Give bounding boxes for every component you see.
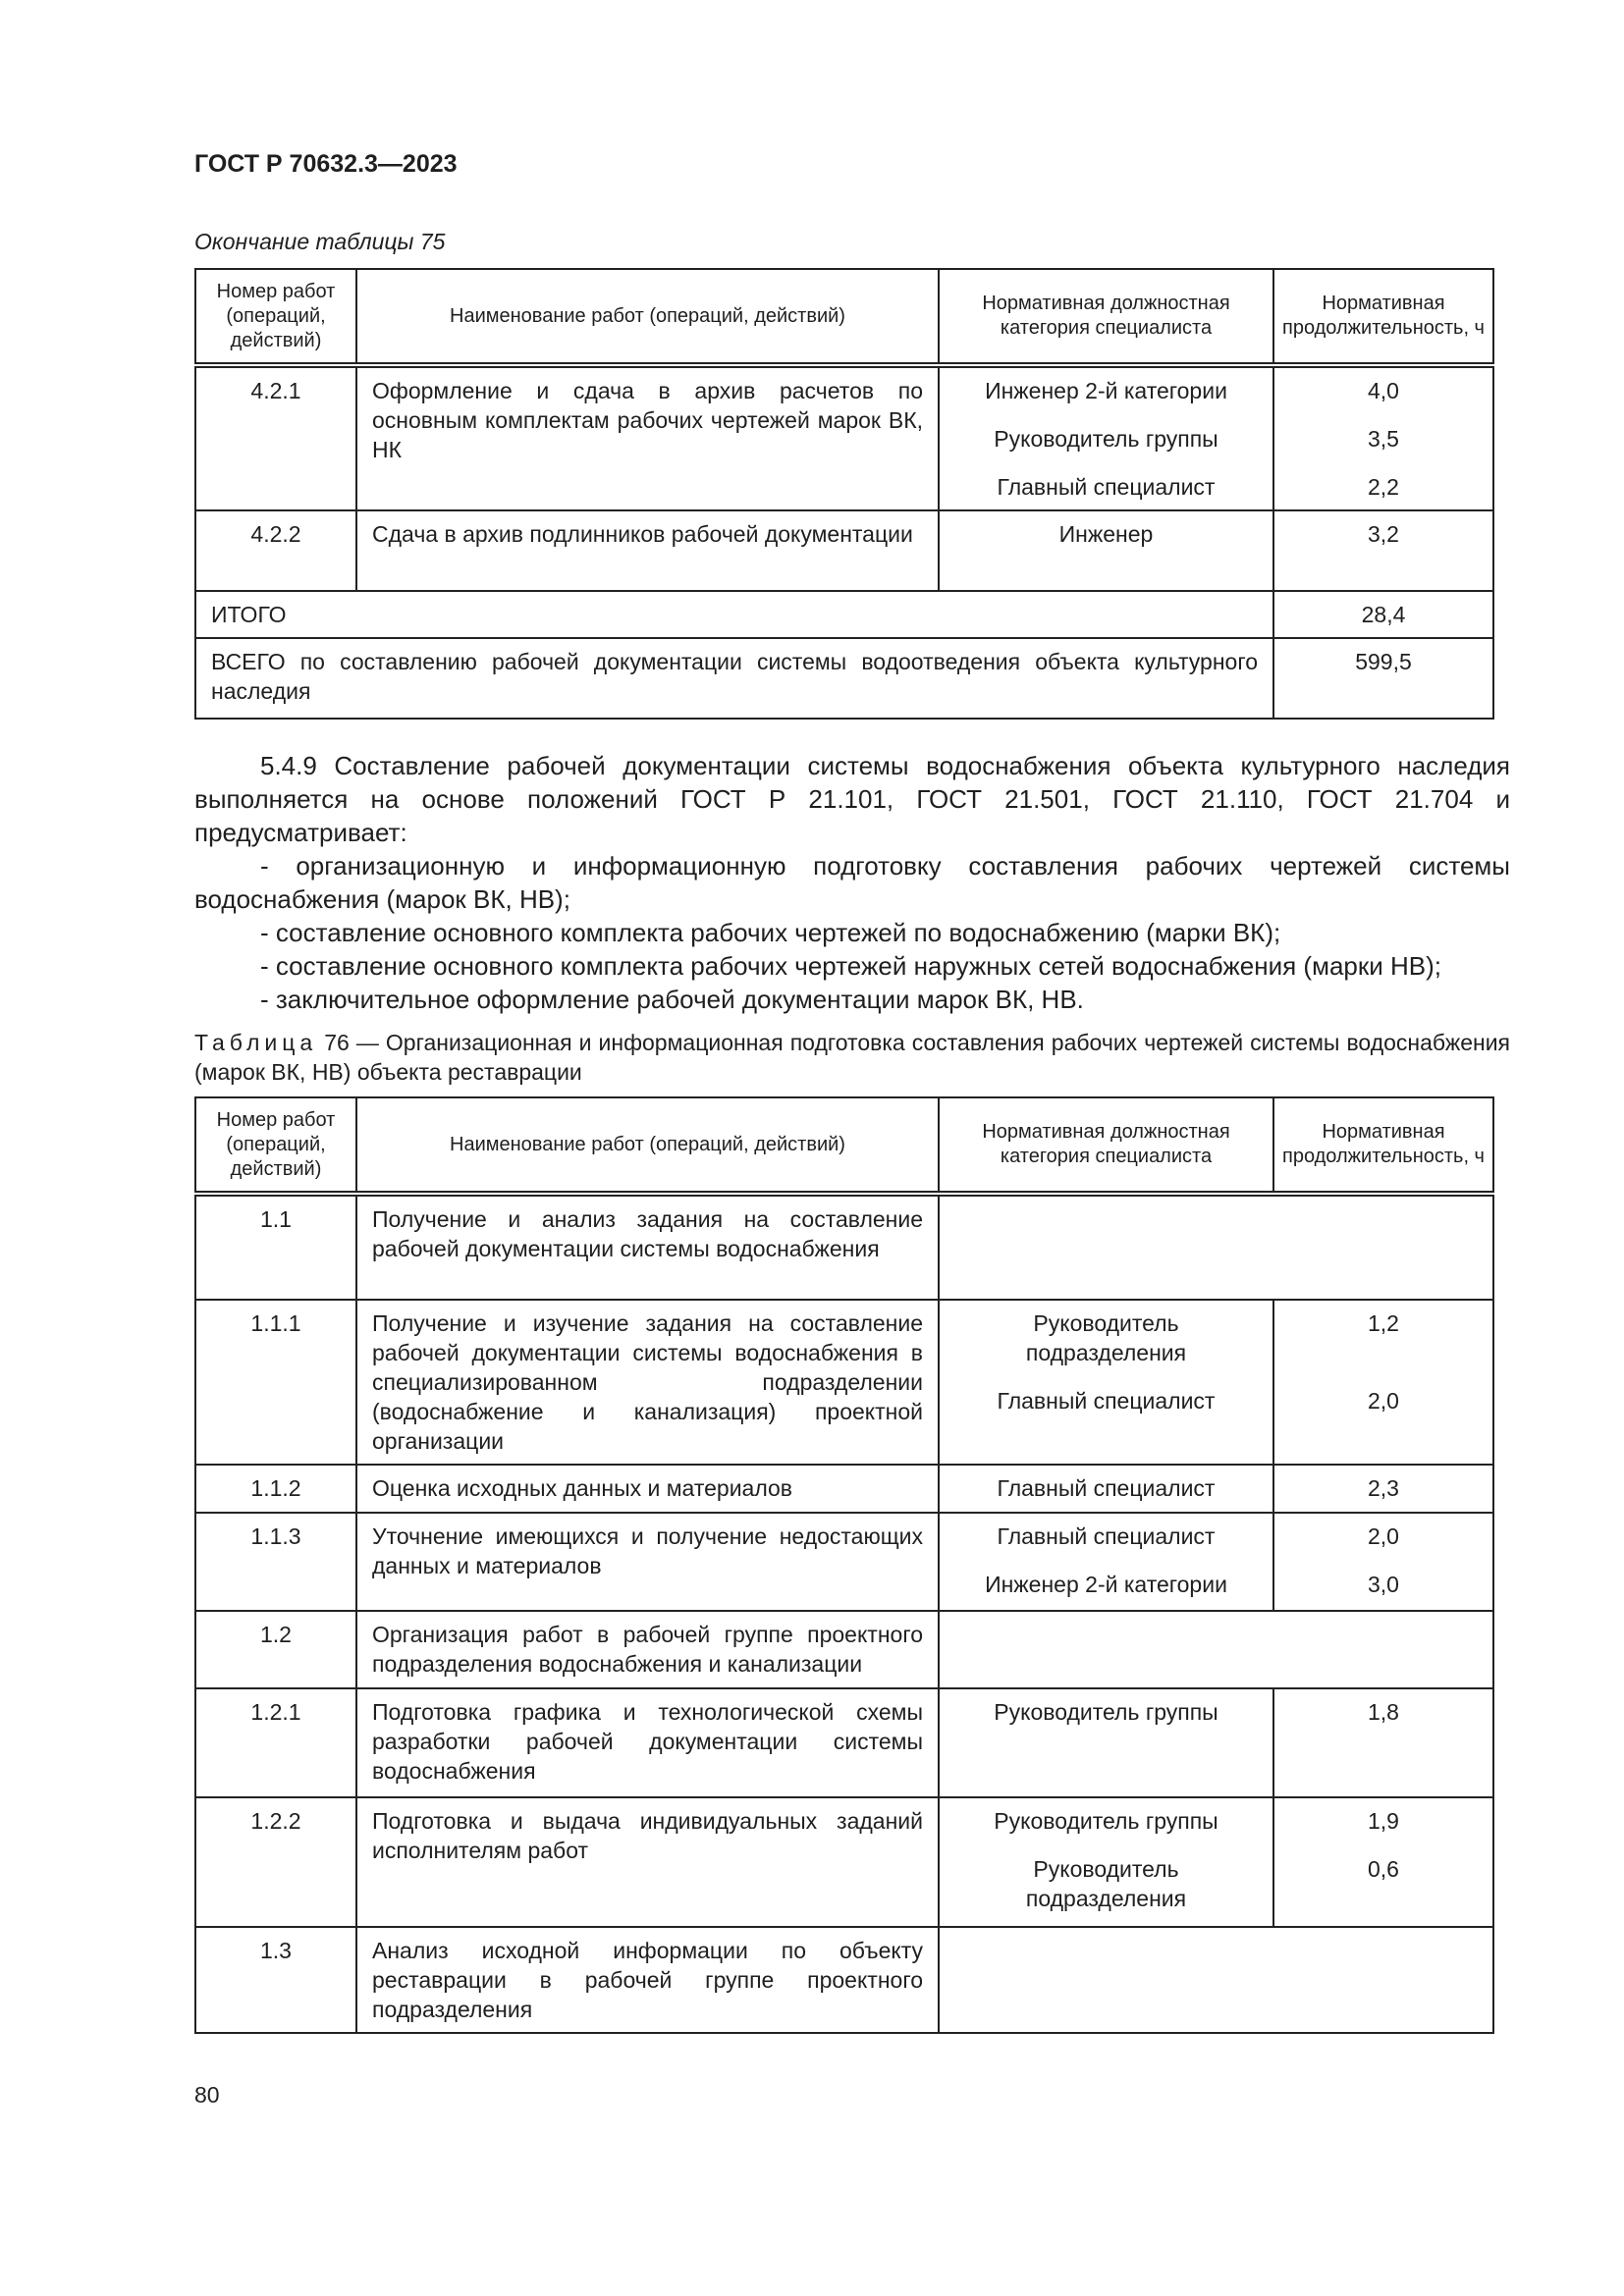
category-item: Руководитель подразделения [1025, 1856, 1187, 1911]
row-num: 1.1 [195, 1194, 356, 1300]
grand-total-label: ВСЕГО по составлению рабочей документации системы водоотведения объекта культурного наследия [195, 638, 1273, 719]
row-num: 4.2.1 [195, 365, 356, 510]
row-duration [1273, 1465, 1493, 1513]
row-category [939, 510, 1273, 591]
list-item: - организационную и информационную подготовку составления рабочих чертежей системы водоснабжения (марок ВК, НВ); [194, 851, 1510, 914]
row-num: 4.2.2 [195, 510, 356, 591]
table-row [195, 1513, 1493, 1611]
category-item: Главный специалист [997, 1523, 1216, 1549]
category-item: Инженер [1058, 521, 1154, 547]
category-item: Главный специалист [997, 474, 1216, 500]
header-num: Номер работ (операций, действий) [195, 269, 356, 365]
row-duration [1273, 1797, 1493, 1927]
section-paragraph [194, 749, 1510, 1016]
row-duration [1273, 1688, 1493, 1797]
table-row [195, 1465, 1493, 1513]
header-num: Номер работ (операций, действий) [195, 1097, 356, 1194]
row-name: Сдача в архив подлинников рабочей документации [356, 510, 939, 591]
total-row [195, 591, 1493, 638]
list-item: - составление основного комплекта рабочих чертежей наружных сетей водоснабжения (марки НВ); [260, 951, 1442, 981]
table-row [195, 1797, 1493, 1927]
category-item: Главный специалист [997, 1388, 1216, 1414]
table-75-end [194, 268, 1494, 720]
table-76-title [194, 1028, 1510, 1087]
category-item: Руководитель группы [994, 426, 1218, 452]
row-merged-empty [939, 1194, 1493, 1300]
row-num: 1.2.1 [195, 1688, 356, 1797]
row-category [939, 1688, 1273, 1797]
row-category [939, 1797, 1273, 1927]
duration-item: 0,6 [1368, 1856, 1399, 1882]
row-category [939, 1300, 1273, 1465]
row-merged-empty [939, 1927, 1493, 2033]
duration-item: 2,2 [1368, 474, 1399, 500]
row-name: Анализ исходной информации по объекту реставрации в рабочей группе проектного подразделения [356, 1927, 939, 2033]
duration-item: 3,5 [1368, 426, 1399, 452]
category-item: Инженер 2-й категории [985, 1572, 1227, 1597]
row-duration [1273, 510, 1493, 591]
header-name: Наименование работ (операций, действий) [356, 269, 939, 365]
grand-total-value: 599,5 [1273, 638, 1493, 719]
duration-item: 2,0 [1368, 1388, 1399, 1414]
header-category: Нормативная должностная категория специалиста [939, 269, 1273, 365]
total-value: 28,4 [1273, 591, 1493, 638]
duration-item: 2,3 [1368, 1475, 1399, 1501]
row-name: Подготовка графика и технологической схемы разработки рабочей документации системы водоснабжения [356, 1688, 939, 1797]
row-duration [1273, 1300, 1493, 1465]
row-name: Подготовка и выдача индивидуальных заданий исполнителям работ [356, 1797, 939, 1927]
row-category [939, 1465, 1273, 1513]
list-item: - составление основного комплекта рабочих чертежей по водоснабжению (марки ВК); [260, 918, 1281, 947]
row-num: 1.2.2 [195, 1797, 356, 1927]
category-item: Руководитель группы [994, 1699, 1218, 1725]
duration-item: 1,9 [1368, 1808, 1399, 1834]
row-duration [1273, 365, 1493, 510]
table-76 [194, 1096, 1494, 2034]
row-name: Организация работ в рабочей группе проектного подразделения водоснабжения и канализации [356, 1611, 939, 1688]
row-duration [1273, 1513, 1493, 1611]
table-row [195, 1611, 1493, 1688]
duration-item: 3,0 [1368, 1572, 1399, 1597]
row-num: 1.2 [195, 1611, 356, 1688]
duration-item: 1,2 [1368, 1310, 1399, 1336]
row-category [939, 365, 1273, 510]
header-category: Нормативная должностная категория специалиста [939, 1097, 1273, 1194]
row-num: 1.1.2 [195, 1465, 356, 1513]
header-name: Наименование работ (операций, действий) [356, 1097, 939, 1194]
category-item: Инженер 2-й категории [985, 378, 1227, 403]
page-number: 80 [194, 2082, 220, 2108]
table-row [195, 1300, 1493, 1465]
table-title-text: 76 — Организационная и информационная подготовка составления рабочих чертежей системы водоснабжения (марок ВК, НВ) объекта реставрации [194, 1030, 1511, 1085]
duration-item: 1,8 [1368, 1699, 1399, 1725]
row-name: Получение и изучение задания на составление рабочей документации системы водоснабжения в специализированном подразделении (водоснабжение и канализация) проектной организации [356, 1300, 939, 1465]
grand-total-row [195, 638, 1493, 719]
header-duration: Нормативная продолжительность, ч [1273, 269, 1493, 365]
category-item: Главный специалист [997, 1475, 1216, 1501]
table-word: Таблица [194, 1030, 318, 1055]
row-category [939, 1513, 1273, 1611]
section-intro: 5.4.9 Составление рабочей документации системы водоснабжения объекта культурного наследия выполняется на основе положений ГОСТ Р 21.101, ГОСТ 21.501, ГОСТ 21.110, ГОСТ 21.704 и предусматривает: [194, 751, 1510, 847]
row-name: Оформление и сдача в архив расчетов по основным комплектам рабочих чертежей марок ВК, НК [356, 365, 939, 510]
table-row [195, 1927, 1493, 2033]
total-label: ИТОГО [195, 591, 1273, 638]
row-num: 1.1.3 [195, 1513, 356, 1611]
table-row [195, 1688, 1493, 1797]
row-num: 1.1.1 [195, 1300, 356, 1465]
list-item: - заключительное оформление рабочей документации марок ВК, НВ. [260, 985, 1084, 1014]
table-row [195, 365, 1493, 510]
row-name: Уточнение имеющихся и получение недостающих данных и материалов [356, 1513, 939, 1611]
table-continuation-caption: Окончание таблицы 75 [194, 229, 446, 254]
row-name: Оценка исходных данных и материалов [356, 1465, 939, 1513]
row-num: 1.3 [195, 1927, 356, 2033]
header-duration: Нормативная продолжительность, ч [1273, 1097, 1493, 1194]
row-name: Получение и анализ задания на составление рабочей документации системы водоснабжения [356, 1194, 939, 1300]
table-row [195, 510, 1493, 591]
row-merged-empty [939, 1611, 1493, 1688]
duration-item: 4,0 [1368, 378, 1399, 403]
table-row [195, 1194, 1493, 1300]
category-item: Руководитель группы [994, 1808, 1218, 1834]
document-code: ГОСТ Р 70632.3—2023 [194, 150, 458, 178]
duration-item: 2,0 [1368, 1523, 1399, 1549]
category-item: Руководитель подразделения [1025, 1310, 1187, 1365]
duration-item: 3,2 [1368, 521, 1399, 547]
